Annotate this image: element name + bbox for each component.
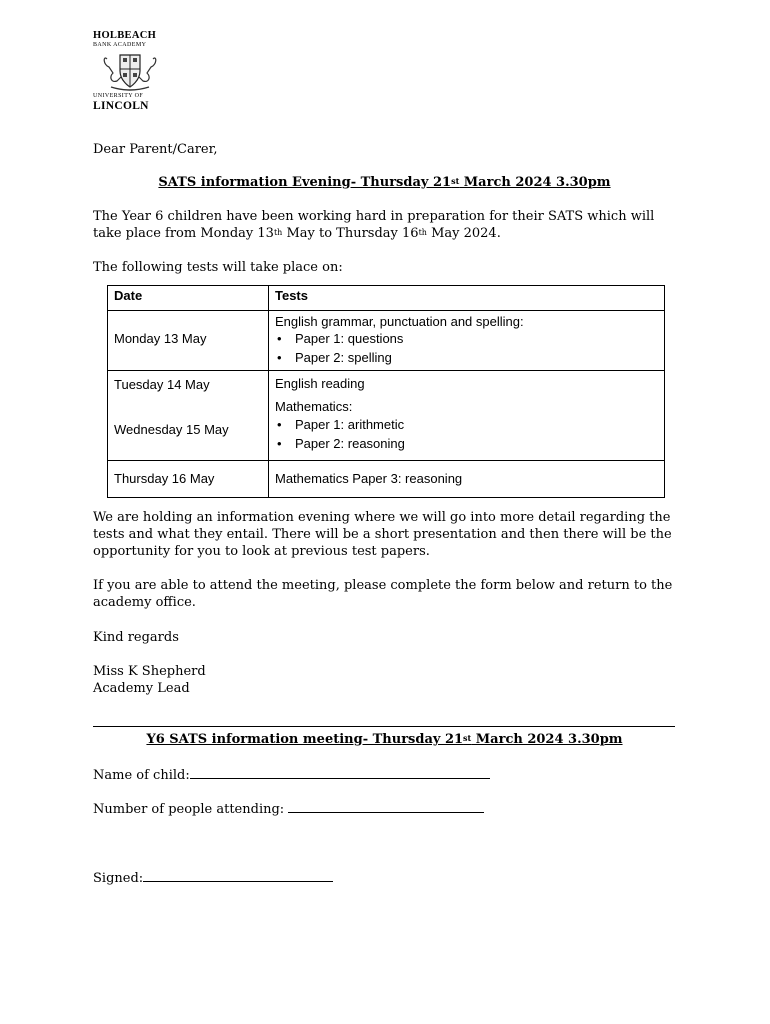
tests-table bbox=[107, 285, 665, 498]
date-tuesday: Tuesday 14 May bbox=[114, 377, 210, 392]
test-wednesday: Mathematics: bbox=[275, 399, 353, 414]
logo-line-2: BANK ACADEMY bbox=[93, 42, 147, 48]
academy-logo bbox=[93, 30, 173, 112]
form-heading: Y6 SATS information meeting- Thursday 21st March 2024 3.30pm bbox=[146, 732, 623, 747]
signed-label: Signed: bbox=[93, 871, 144, 886]
signatory-name: Miss K Shepherd bbox=[93, 664, 206, 679]
header-tests: Tests bbox=[269, 286, 665, 311]
signatory-title: Academy Lead bbox=[93, 681, 190, 696]
child-name-field[interactable] bbox=[190, 765, 490, 779]
attending-field[interactable] bbox=[288, 799, 484, 813]
signed-row bbox=[93, 868, 693, 887]
logo-line-4: LINCOLN bbox=[93, 100, 149, 112]
logo-line-1: HOLBEACH bbox=[93, 30, 157, 41]
table-row bbox=[108, 461, 665, 498]
table-header-row bbox=[108, 286, 665, 311]
logo-line-3: UNIVERSITY OF bbox=[93, 93, 144, 99]
table-row bbox=[108, 311, 665, 371]
bullet-item: • Paper 2: reasoning bbox=[275, 434, 658, 453]
attending-label: Number of people attending: bbox=[93, 802, 285, 817]
test-tuesday: English reading bbox=[275, 376, 365, 391]
test-thursday: Mathematics Paper 3: reasoning bbox=[275, 471, 463, 486]
information-paragraph: We are holding an information evening where we will go into more detail regarding the tests and what they entail. There will be a short presentation and then there will be the opportunity for you to look at previous test papers. bbox=[93, 510, 672, 559]
salutation: Dear Parent/Carer, bbox=[93, 142, 218, 157]
attending-row bbox=[93, 799, 693, 818]
date-thursday: Thursday 16 May bbox=[114, 471, 215, 486]
date-wednesday: Wednesday 15 May bbox=[114, 422, 229, 437]
date-monday: Monday 13 May bbox=[114, 331, 207, 346]
crest-icon bbox=[101, 51, 159, 91]
tests-intro: The following tests will take place on: bbox=[93, 260, 343, 275]
bullet-item: • Paper 2: spelling bbox=[275, 348, 658, 367]
table-row bbox=[108, 371, 665, 461]
child-name-row bbox=[93, 765, 693, 784]
attend-paragraph: If you are able to attend the meeting, please complete the form below and return to the academy office. bbox=[93, 578, 673, 610]
closing: Kind regards bbox=[93, 630, 179, 645]
letter-heading: SATS information Evening- Thursday 21st March 2024 3.30pm bbox=[158, 175, 611, 190]
signature-field[interactable] bbox=[143, 868, 333, 882]
intro-paragraph: The Year 6 children have been working hard in preparation for their SATS which will take place from Monday 13th May to Thursday 16th May 2024. bbox=[93, 209, 655, 241]
header-date: Date bbox=[108, 286, 269, 311]
bullet-item: • Paper 1: questions bbox=[275, 329, 658, 348]
child-name-label: Name of child: bbox=[93, 768, 190, 783]
test-monday: English grammar, punctuation and spelling: bbox=[275, 314, 524, 329]
bullet-item: • Paper 1: arithmetic bbox=[275, 415, 658, 434]
cut-line bbox=[93, 726, 675, 727]
